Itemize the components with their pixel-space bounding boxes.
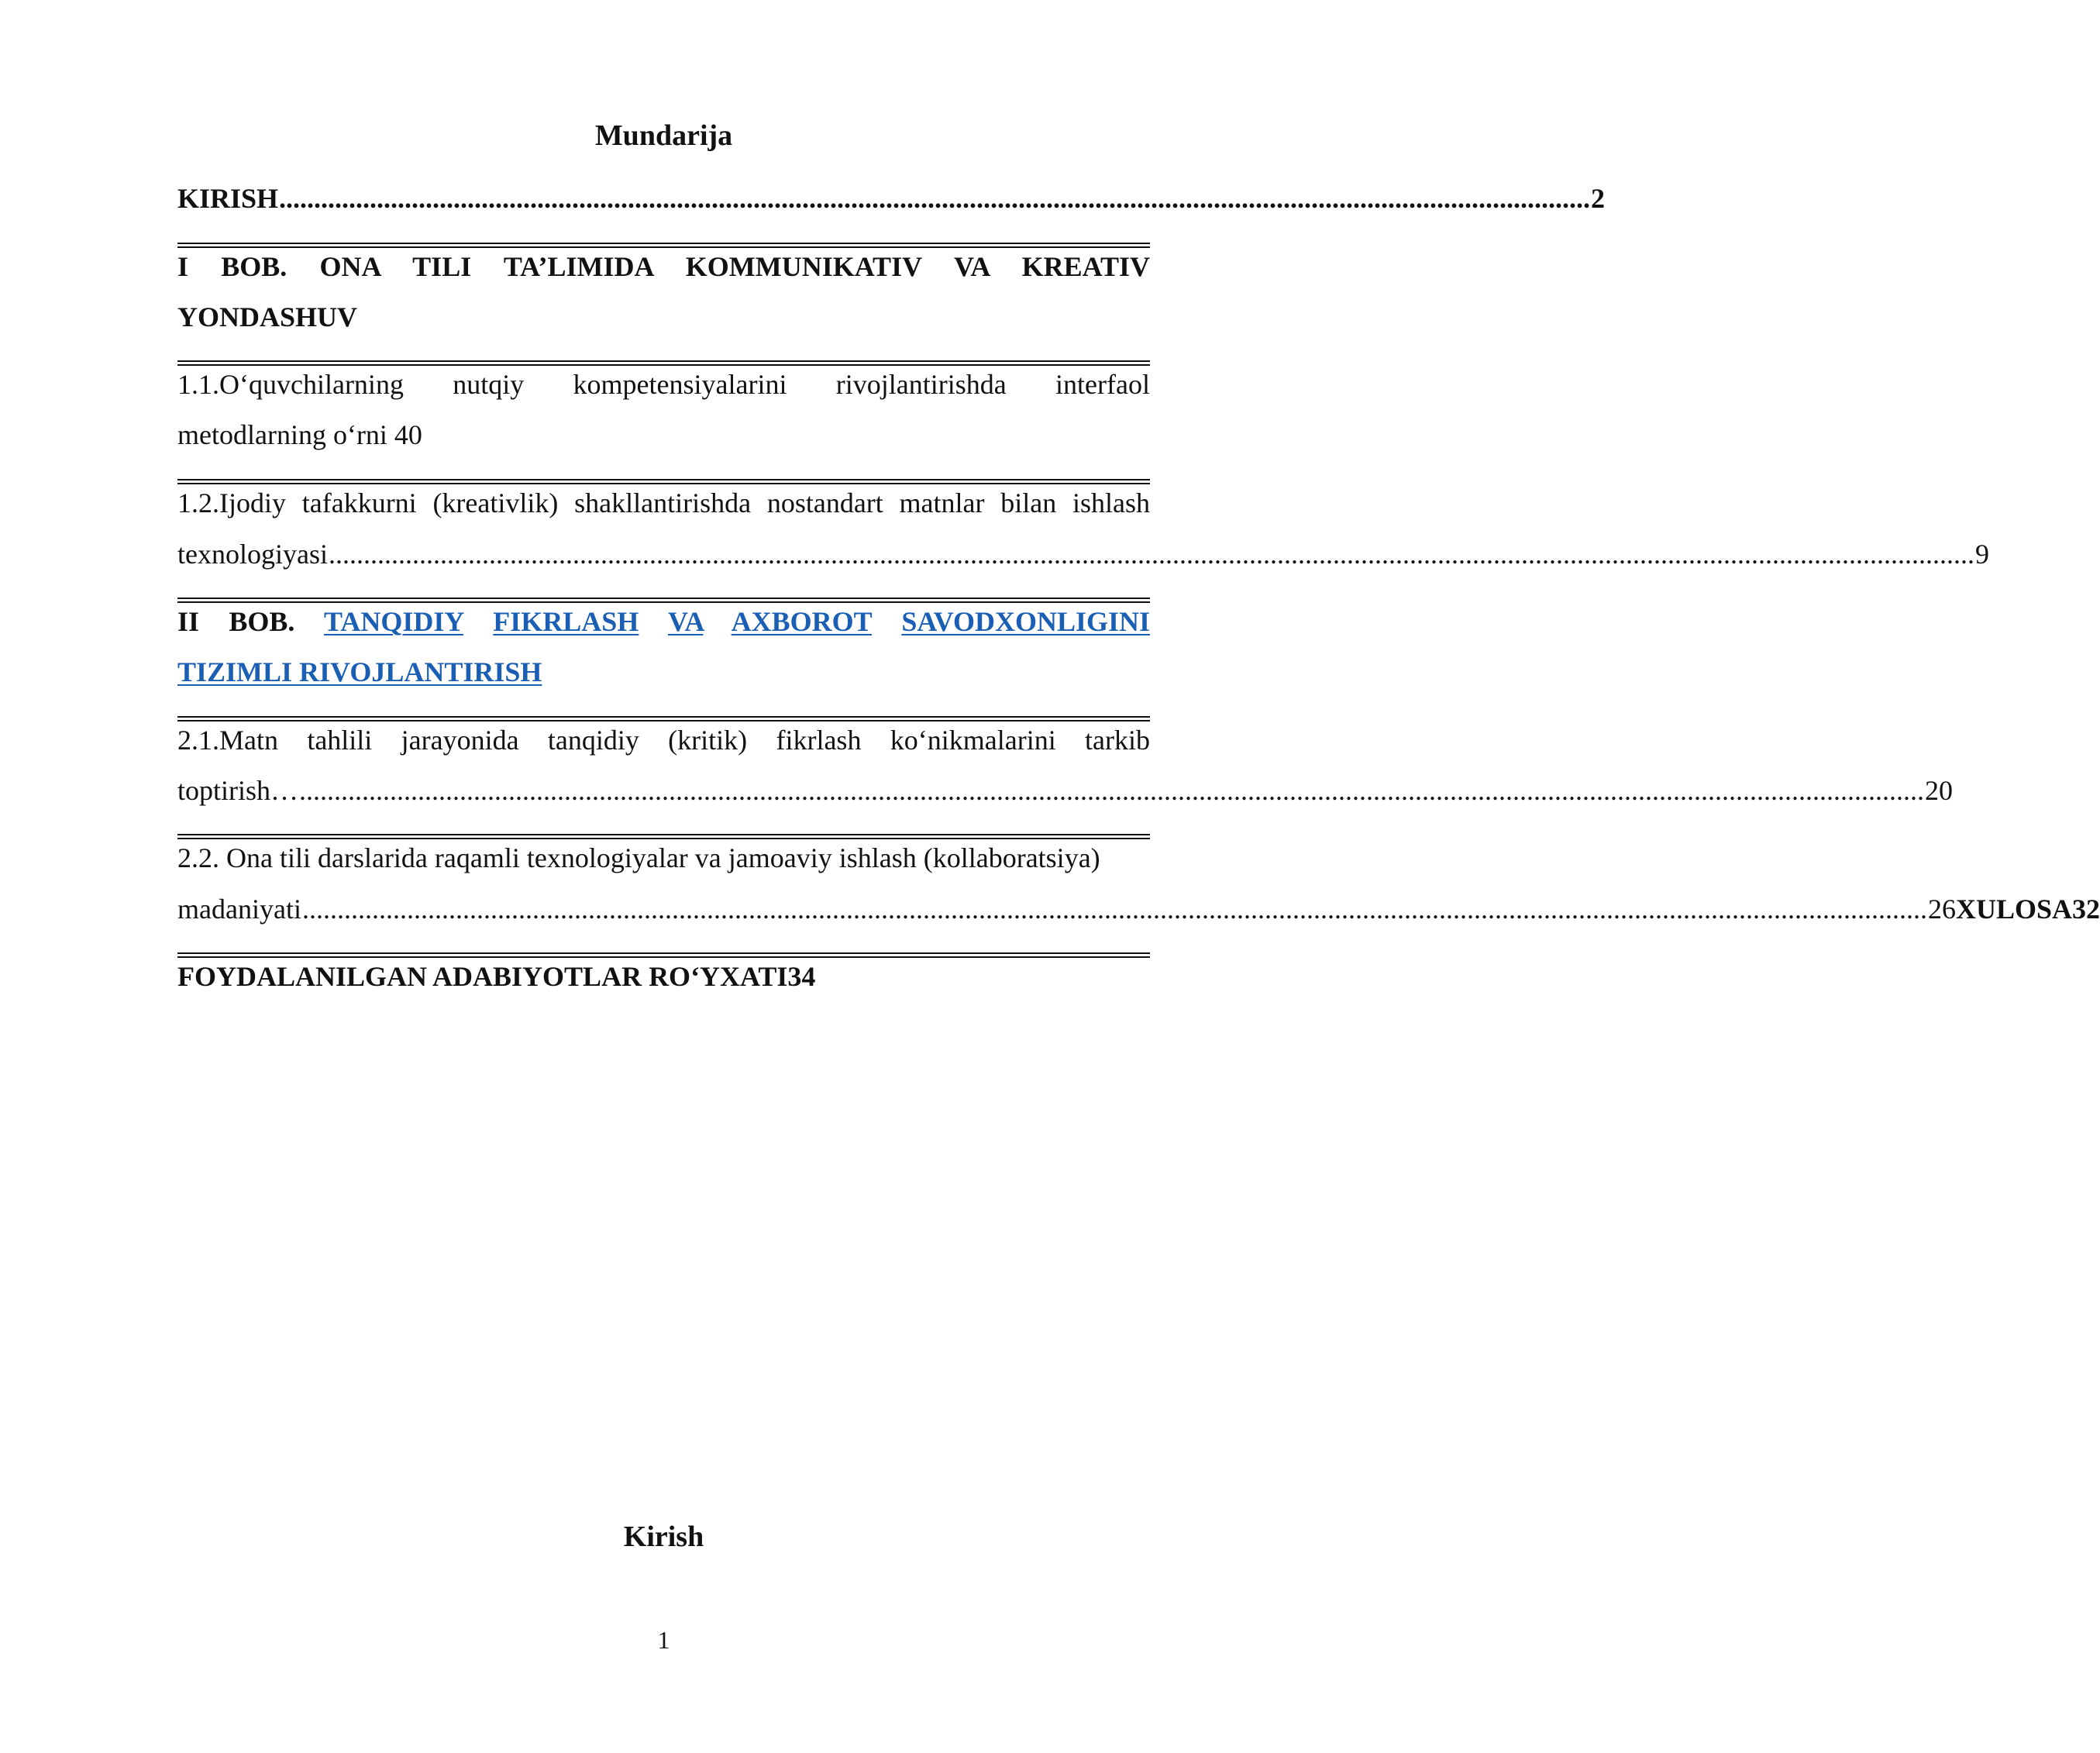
- separator: [177, 243, 1150, 248]
- word: kompetensiyalarini: [573, 369, 787, 400]
- word: ONA: [319, 251, 380, 282]
- chapter-2-link-word[interactable]: AXBOROT: [731, 606, 873, 637]
- word: (kritik): [668, 725, 748, 756]
- toc-chapter-1[interactable]: [177, 249, 1150, 284]
- word: KOMMUNIKATIV: [685, 251, 922, 282]
- word: jarayonida: [401, 725, 519, 756]
- word: tanqidiy: [547, 725, 639, 756]
- toc-entry-page: 20: [1925, 775, 1954, 806]
- word: I: [177, 251, 189, 282]
- toc-entry-page: 2: [1591, 183, 1606, 214]
- word: TA’LIMIDA: [503, 251, 653, 282]
- toc-section-1-2-cont: [177, 536, 1989, 572]
- word: shakllantirishda: [574, 487, 752, 518]
- toc-section-2-1-cont: [177, 773, 1954, 808]
- toc-section-1-2[interactable]: [177, 485, 1150, 521]
- toc-entry-label: KIRISH: [177, 183, 279, 214]
- toc-chapter-1-cont: YONDASHUV: [177, 301, 358, 332]
- word: VA: [954, 251, 990, 282]
- toc-entry-page: 26: [1927, 894, 1956, 925]
- word: bilan: [1000, 487, 1057, 518]
- separator: [177, 716, 1150, 722]
- toc-section-2-2[interactable]: 2.2. Ona tili darslarida raqamli texnologiyalar va jamoaviy ishlash (kollaboratsiya): [177, 842, 1100, 873]
- toc-section-1-1-cont: metodlarning o‘rni 40: [177, 419, 422, 450]
- toc-entry-kirish[interactable]: [177, 181, 1606, 216]
- word: tahlili: [307, 725, 373, 756]
- word: 2.1.Matn: [177, 725, 278, 756]
- toc-title: Mundarija: [594, 119, 733, 152]
- chapter-2-link-word[interactable]: TANQIDIY: [323, 606, 464, 637]
- word: interfaol: [1055, 369, 1150, 400]
- toc-entry-references[interactable]: FOYDALANILGAN ADABIYOTLAR RO‘YXATI34: [177, 961, 816, 992]
- separator: [177, 479, 1150, 484]
- page-number: 1: [657, 1626, 670, 1654]
- word: TILI: [412, 251, 472, 282]
- word: 1.2.Ijodiy: [177, 487, 286, 518]
- word: matnlar: [899, 487, 985, 518]
- leader-dots: ............................................................................................................................................................................................: [279, 183, 1591, 214]
- word: tafakkurni: [301, 487, 417, 518]
- toc-section-2-2-cont: [177, 891, 2100, 927]
- word: KREATIV: [1021, 251, 1151, 282]
- separator: [177, 834, 1150, 839]
- word: nutqiy: [453, 369, 525, 400]
- word: II: [177, 606, 200, 637]
- chapter-2-link-word[interactable]: VA: [667, 606, 704, 637]
- toc-entry-page: 9: [1974, 539, 1989, 570]
- leader-dots: .........................................................................................................................................................................................................................................: [301, 894, 1927, 925]
- section-heading: Kirish: [623, 1521, 704, 1553]
- word: fikrlash: [776, 725, 862, 756]
- separator: [177, 360, 1150, 366]
- word: ko‘nikmalarini: [890, 725, 1056, 756]
- word: nostandart: [766, 487, 883, 518]
- word: ishlash: [1072, 487, 1150, 518]
- toc-entry-label: madaniyati: [177, 894, 301, 925]
- toc-entry-label: texnologiyasi: [177, 539, 328, 570]
- toc-section-2-1[interactable]: [177, 722, 1150, 758]
- toc-chapter-2[interactable]: [177, 604, 1150, 639]
- chapter-2-link-word[interactable]: SAVODXONLIGINI: [901, 606, 1151, 637]
- toc-section-1-1[interactable]: [177, 367, 1150, 402]
- separator: [177, 598, 1150, 603]
- separator: [177, 952, 1150, 958]
- chapter-2-link-word[interactable]: FIKRLASH: [493, 606, 639, 637]
- word: tarkib: [1085, 725, 1150, 756]
- toc-entry-label: toptirish…: [177, 775, 299, 806]
- chapter-2-link[interactable]: TIZIMLI RIVOJLANTIRISH: [177, 656, 542, 687]
- toc-entry-xulosa[interactable]: XULOSA32: [1955, 894, 2100, 925]
- leader-dots: ............................................................................................................................................................................................................................................: [328, 539, 1974, 570]
- word: rivojlantirishda: [835, 369, 1007, 400]
- word: (kreativlik): [432, 487, 559, 518]
- toc-chapter-2-cont[interactable]: [177, 654, 1150, 690]
- leader-dots: .........................................................................................................................................................................................................................................: [299, 775, 1925, 806]
- word: 1.1.O‘quvchilarning: [177, 369, 404, 400]
- word: BOB.: [229, 606, 295, 637]
- word: BOB.: [221, 251, 287, 282]
